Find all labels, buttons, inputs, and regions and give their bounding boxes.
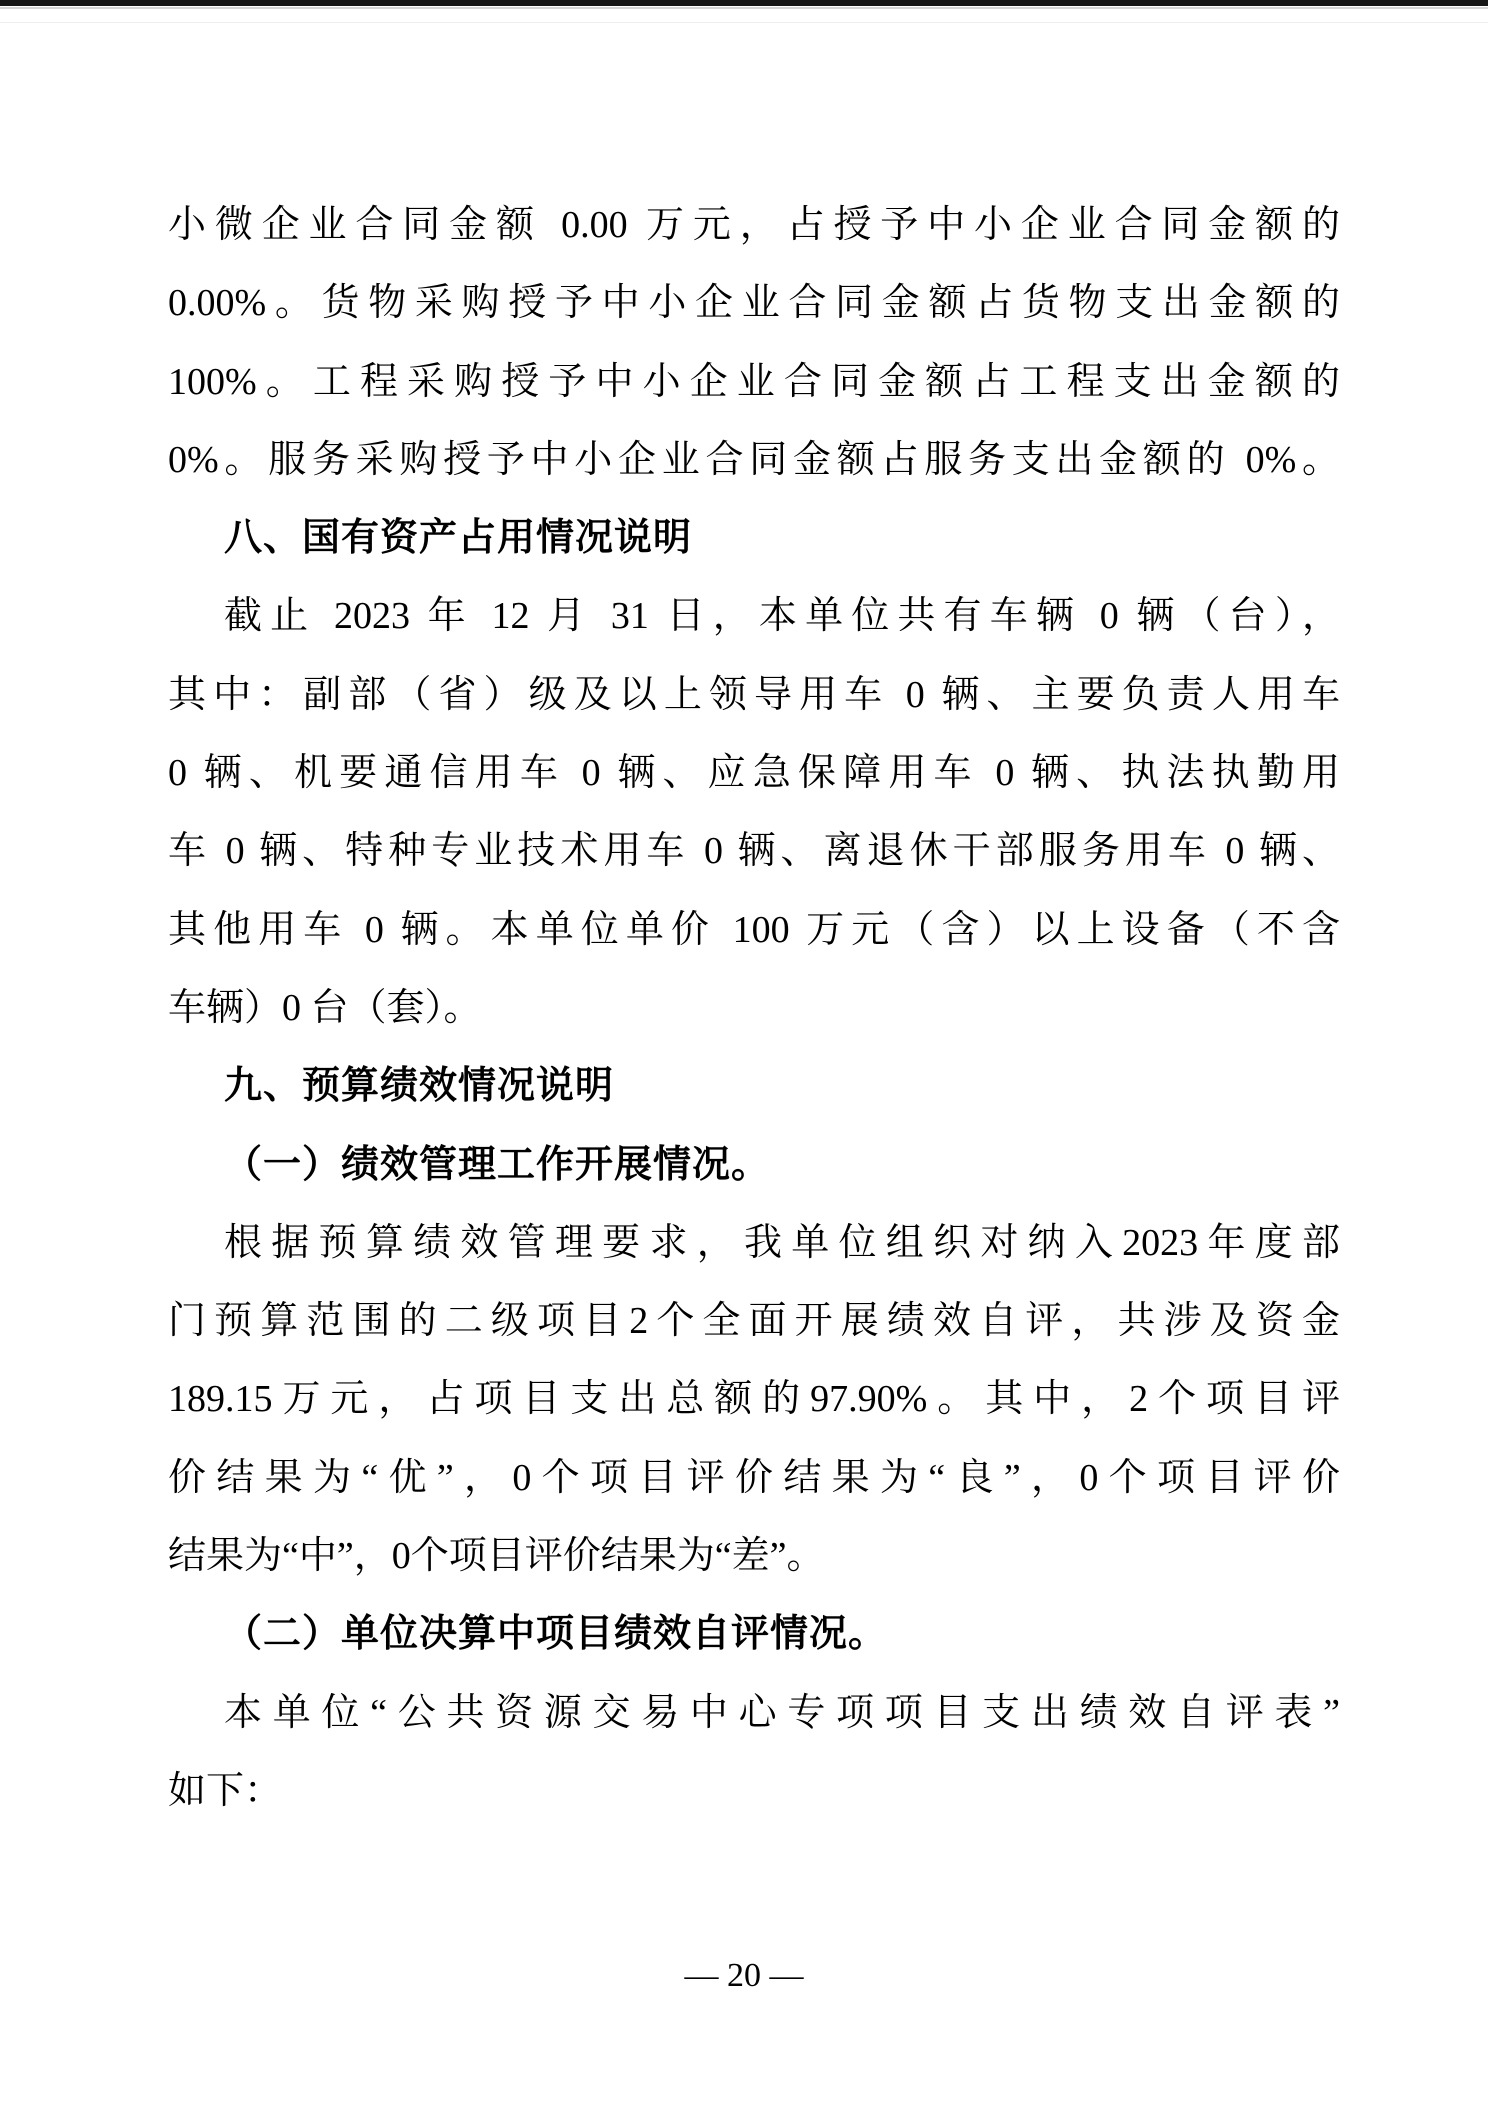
- paragraph-line: 门预算范围的二级项目2个全面开展绩效自评，共涉及资金: [168, 1300, 1340, 1343]
- paragraph-line: 车 0 辆、特种专业技术用车 0 辆、离退休干部服务用车 0 辆、: [168, 830, 1340, 873]
- paragraph-line: 车辆）0 台（套）。: [168, 986, 482, 1029]
- scan-edge-top: [0, 0, 1488, 6]
- paragraph-line: 截止 2023 年 12 月 31 日，本单位共有车辆 0 辆（台），: [224, 595, 1340, 638]
- paragraph-line: 100%。工程采购授予中小企业合同金额占工程支出金额的: [168, 360, 1340, 403]
- paragraph-line: 根据预算绩效管理要求，我单位组织对纳入2023年度部: [224, 1221, 1340, 1264]
- paragraph-line: 0.00%。货物采购授予中小企业合同金额占货物支出金额的: [168, 282, 1340, 325]
- paragraph-line: 小微企业合同金额 0.00 万元，占授予中小企业合同金额的: [168, 204, 1340, 246]
- paragraph-line: 0 辆、机要通信用车 0 辆、应急保障用车 0 辆、执法执勤用: [168, 752, 1340, 795]
- document-body: [168, 186, 1340, 1830]
- scan-edge-faint-line: [0, 22, 1488, 23]
- paragraph-line: 本单位“公共资源交易中心专项项目支出绩效自评表”: [224, 1691, 1340, 1734]
- paragraph-line: 0%。服务采购授予中小企业合同金额占服务支出金额的 0%。: [168, 438, 1340, 481]
- paragraph-line: 如下：: [168, 1769, 283, 1812]
- scan-edge-line: [0, 7, 1488, 9]
- heading-section-8: 八、国有资产占用情况说明: [224, 517, 693, 560]
- heading-subsection-1: （一）绩效管理工作开展情况。: [224, 1143, 771, 1186]
- paragraph-line: 其他用车 0 辆。本单位单价 100 万元（含）以上设备（不含: [168, 908, 1340, 951]
- paragraph-line: 结果为“中”，0个项目评价结果为“差”。: [168, 1535, 825, 1578]
- paragraph-line: 189.15万元，占项目支出总额的97.90%。其中，2个项目评: [168, 1378, 1340, 1421]
- heading-subsection-2: （二）单位决算中项目绩效自评情况。: [224, 1613, 888, 1656]
- paragraph-line: 其中：副部（省）级及以上领导用车 0 辆、主要负责人用车: [168, 673, 1340, 716]
- page-number: — 20 —: [684, 1957, 804, 1994]
- heading-section-9: 九、预算绩效情况说明: [224, 1065, 615, 1108]
- paragraph-line: 价结果为“优”，0个项目评价结果为“良”，0个项目评价: [168, 1456, 1340, 1499]
